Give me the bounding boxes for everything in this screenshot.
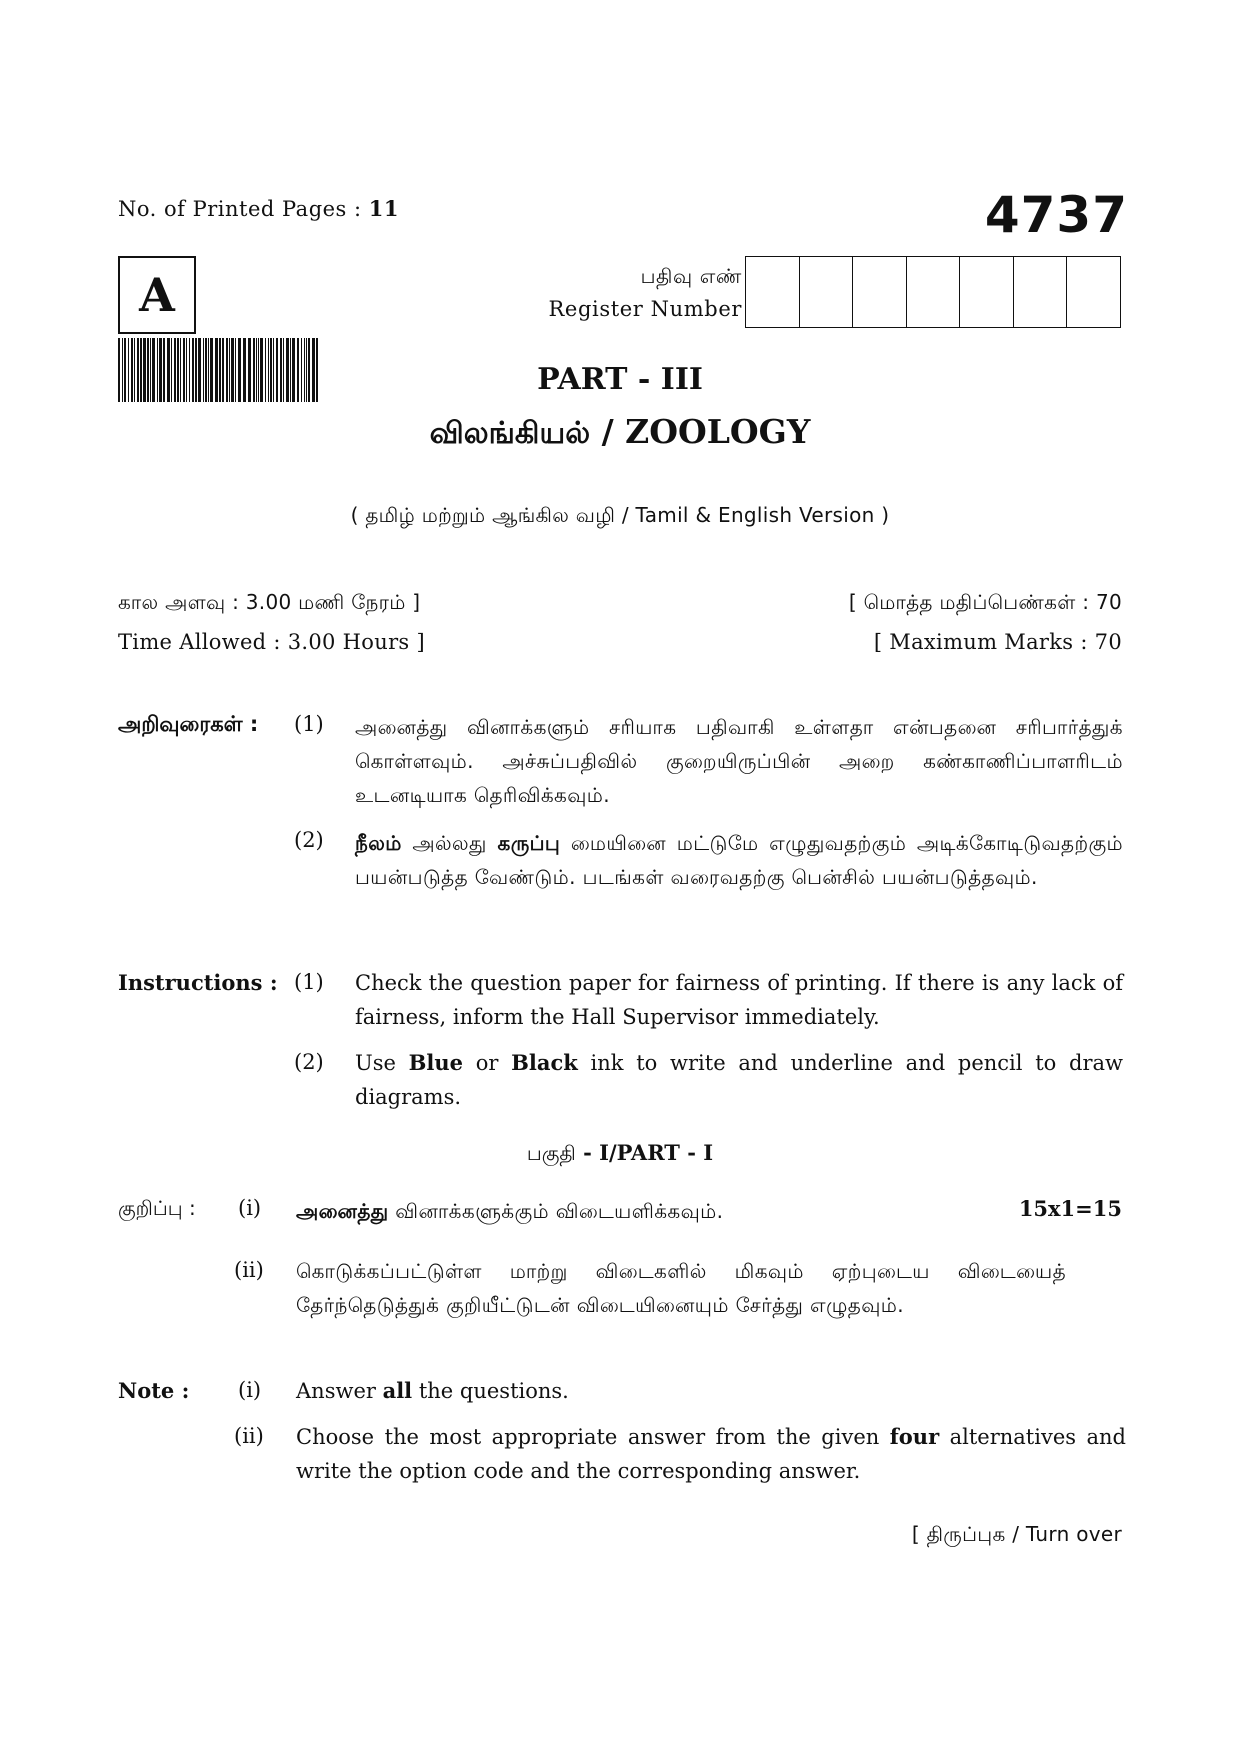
medium-text: ( தமிழ் மற்றும் ஆங்கில வழி / Tamil & English Version ) <box>350 503 890 527</box>
subject-ta: விலங்கியல் <box>429 416 591 451</box>
note-en-2 <box>296 1420 1126 1488</box>
blue-ta: நீலம் <box>355 831 402 855</box>
register-digit-box <box>800 257 854 327</box>
all-ta: அனைத்து <box>296 1199 389 1223</box>
note-en-heading: Note : <box>118 1378 190 1403</box>
note-en-1-num: (i) <box>238 1378 262 1402</box>
instruction-ta-2 <box>355 826 1123 894</box>
subject-en: ZOOLOGY <box>625 412 811 451</box>
turn-over <box>912 1522 1122 1549</box>
note-en-2-num: (ii) <box>234 1424 264 1448</box>
note-en-2-text-a: Choose the most appropriate answer from the given <box>296 1425 890 1449</box>
black-en: Black <box>511 1050 578 1075</box>
register-digit-box <box>746 257 800 327</box>
register-number-boxes <box>745 256 1121 328</box>
note-en-1-text-a: Answer <box>296 1379 383 1403</box>
instruction-ta-2-text-a: அல்லது <box>401 831 498 855</box>
max-marks-ta: [ மொத்த மதிப்பெண்கள் : 70 <box>848 590 1122 614</box>
instructions-en-heading: Instructions : <box>118 970 278 995</box>
note-ta-2-num: (ii) <box>234 1258 264 1282</box>
instructions-ta-heading: அறிவுரைகள் : <box>118 712 259 736</box>
instruction-en-2-text-b: or <box>463 1051 512 1075</box>
paper-code: 4737 <box>984 186 1128 244</box>
note-ta-1-num: (i) <box>238 1196 262 1220</box>
register-digit-box <box>1014 257 1068 327</box>
max-marks-en: [ Maximum Marks : 70 <box>873 630 1122 654</box>
part-one-ta: பகுதி <box>526 1141 576 1165</box>
note-en-2-text-b: alternatives and write the option code and the corresponding answer. <box>296 1425 1126 1483</box>
note-en-1 <box>296 1374 1096 1408</box>
register-digit-box <box>907 257 961 327</box>
version-letter: A <box>139 268 175 322</box>
medium-line <box>0 503 1240 530</box>
subject-sep: / <box>590 412 626 451</box>
four-en: four <box>889 1424 940 1449</box>
time-allowed-ta: கால அளவு : 3.00 மணி நேரம் ] <box>118 590 421 614</box>
note-ta-1-text: வினாக்களுக்கும் விடையளிக்கவும். <box>388 1199 724 1223</box>
note-ta-heading: குறிப்பு : <box>118 1196 196 1220</box>
black-ta: கருப்பு <box>497 831 561 855</box>
note-ta-2: கொடுக்கப்பட்டுள்ள மாற்று விடைகளில் மிகவும் ஏற்புடைய விடையைத் தேர்ந்தெடுத்துக் குறியீட்டுடன் விடையினையும் சேர்த்து எழுதவும். <box>296 1259 1066 1317</box>
instruction-ta-1: அனைத்து வினாக்களும் சரியாக பதிவாகி உள்ளதா என்பதனை சரிபார்த்துக் கொள்ளவும். அச்சுப்பதிவில் குறையிருப்பின் அறை கண்காணிப்பாளரிடம் உடனடியாக தெரிவிக்கவும். <box>355 715 1123 807</box>
register-digit-box <box>1067 257 1120 327</box>
part-one-en: - I/PART - I <box>575 1140 714 1165</box>
marks-scheme: 15x1=15 <box>1018 1196 1122 1221</box>
register-digit-box <box>960 257 1014 327</box>
part-one-heading <box>0 1140 1240 1168</box>
subject-title <box>0 412 1240 455</box>
note-en-1-text-b: the questions. <box>412 1379 569 1403</box>
version-box <box>118 256 196 334</box>
instruction-ta-2-text-b: மையினை மட்டுமே எழுதுவதற்கும் அடிக்கோடிடுவதற்கும் பயன்படுத்த வேண்டும். படங்கள் வரைவதற்கு பென்சில் பயன்படுத்தவும். <box>355 831 1124 889</box>
instruction-en-1: Check the question paper for fairness of printing. If there is any lack of fairness, inform the Hall Supervisor immediately. <box>355 971 1123 1029</box>
part-heading: PART - III <box>537 362 703 397</box>
printed-pages-label: No. of Printed Pages : <box>118 197 369 221</box>
time-allowed-en: Time Allowed : 3.00 Hours ] <box>118 630 425 654</box>
register-digit-box <box>853 257 907 327</box>
turn-over-text: [ திருப்புக / Turn over <box>911 1522 1122 1546</box>
instruction-en-2-num: (2) <box>294 1050 324 1074</box>
register-label-en: Register Number <box>548 297 742 321</box>
instruction-en-2-text-c: ink to write and underline and pencil to draw diagrams. <box>355 1051 1123 1109</box>
register-label <box>520 260 742 326</box>
printed-pages <box>118 196 399 221</box>
instruction-en-1-num: (1) <box>294 970 324 994</box>
instruction-ta-2-num: (2) <box>294 828 324 852</box>
blue-en: Blue <box>408 1050 463 1075</box>
note-ta-1 <box>296 1194 856 1228</box>
instruction-ta-1-num: (1) <box>294 712 324 736</box>
instruction-en-2-text-a: Use <box>355 1051 409 1075</box>
printed-pages-value: 11 <box>368 196 399 221</box>
instruction-en-2 <box>355 1046 1123 1114</box>
all-en: all <box>382 1378 413 1403</box>
register-label-ta: பதிவு எண் <box>640 264 742 288</box>
